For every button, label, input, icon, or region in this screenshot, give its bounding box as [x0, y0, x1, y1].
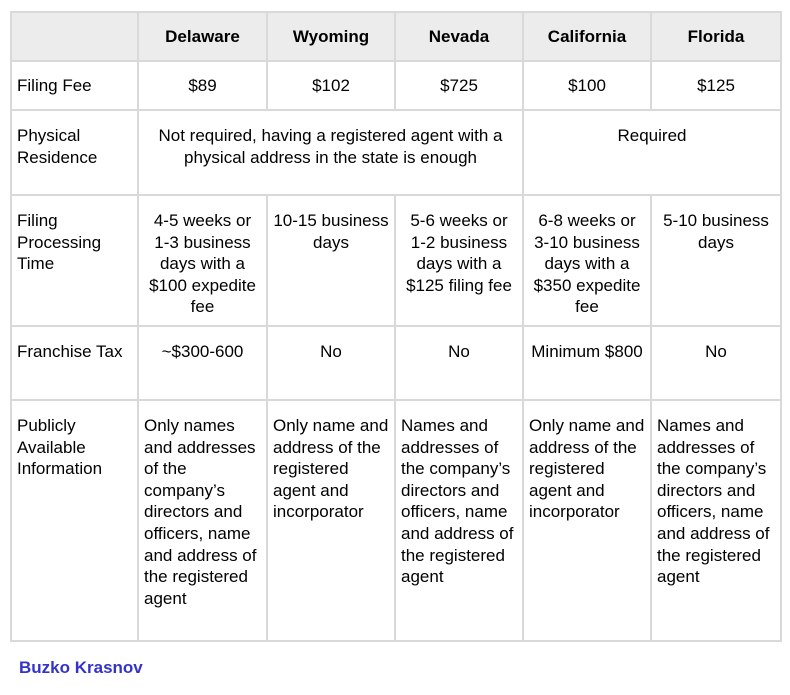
brand-logo-text: Buzko Krasnov [19, 658, 143, 677]
column-header-florida: Florida [651, 12, 781, 61]
table-row [11, 400, 781, 641]
cell-filing-fee-california: $100 [523, 61, 651, 110]
cell-processing-delaware: 4-5 weeks or 1-3 business days with a $100 expedite fee [138, 195, 267, 326]
cell-processing-wyoming: 10-15 business days [267, 195, 395, 326]
cell-info-wyoming: Only name and address of the registered agent and incorporator [267, 400, 395, 641]
cell-info-california: Only name and address of the registered agent and incorporator [523, 400, 651, 641]
cell-residence-required: Required [523, 110, 781, 195]
table-row [11, 110, 781, 195]
column-header-wyoming: Wyoming [267, 12, 395, 61]
cell-info-florida: Names and addresses of the company’s directors and officers, name and address of the registered agent [651, 400, 781, 641]
row-label-physical-residence: Physical Residence [11, 110, 138, 195]
column-header-california: California [523, 12, 651, 61]
cell-tax-florida: No [651, 326, 781, 400]
cell-info-nevada: Names and addresses of the company’s directors and officers, name and address of the registered agent [395, 400, 523, 641]
cell-processing-california: 6-8 weeks or 3-10 business days with a $350 expedite fee [523, 195, 651, 326]
header-row [11, 12, 781, 61]
cell-tax-delaware: ~$300-600 [138, 326, 267, 400]
cell-tax-wyoming: No [267, 326, 395, 400]
column-header-delaware: Delaware [138, 12, 267, 61]
cell-processing-nevada: 5-6 weeks or 1-2 business days with a $125 filing fee [395, 195, 523, 326]
corner-cell [11, 12, 138, 61]
state-comparison-table [10, 11, 782, 642]
cell-filing-fee-wyoming: $102 [267, 61, 395, 110]
cell-filing-fee-nevada: $725 [395, 61, 523, 110]
cell-tax-california: Minimum $800 [523, 326, 651, 400]
table-row [11, 61, 781, 110]
cell-processing-florida: 5-10 business days [651, 195, 781, 326]
row-label-franchise-tax: Franchise Tax [11, 326, 138, 400]
column-header-nevada: Nevada [395, 12, 523, 61]
cell-filing-fee-delaware: $89 [138, 61, 267, 110]
cell-info-delaware: Only names and addresses of the company’s directors and officers, name and address of the registered agent [138, 400, 267, 641]
cell-filing-fee-florida: $125 [651, 61, 781, 110]
row-label-processing-time: Filing Processing Time [11, 195, 138, 326]
row-label-public-info: Publicly Available Information [11, 400, 138, 641]
cell-tax-nevada: No [395, 326, 523, 400]
table-row [11, 195, 781, 326]
table-row [11, 326, 781, 400]
row-label-filing-fee: Filing Fee [11, 61, 138, 110]
cell-residence-not-required: Not required, having a registered agent with a physical address in the state is enough [138, 110, 523, 195]
